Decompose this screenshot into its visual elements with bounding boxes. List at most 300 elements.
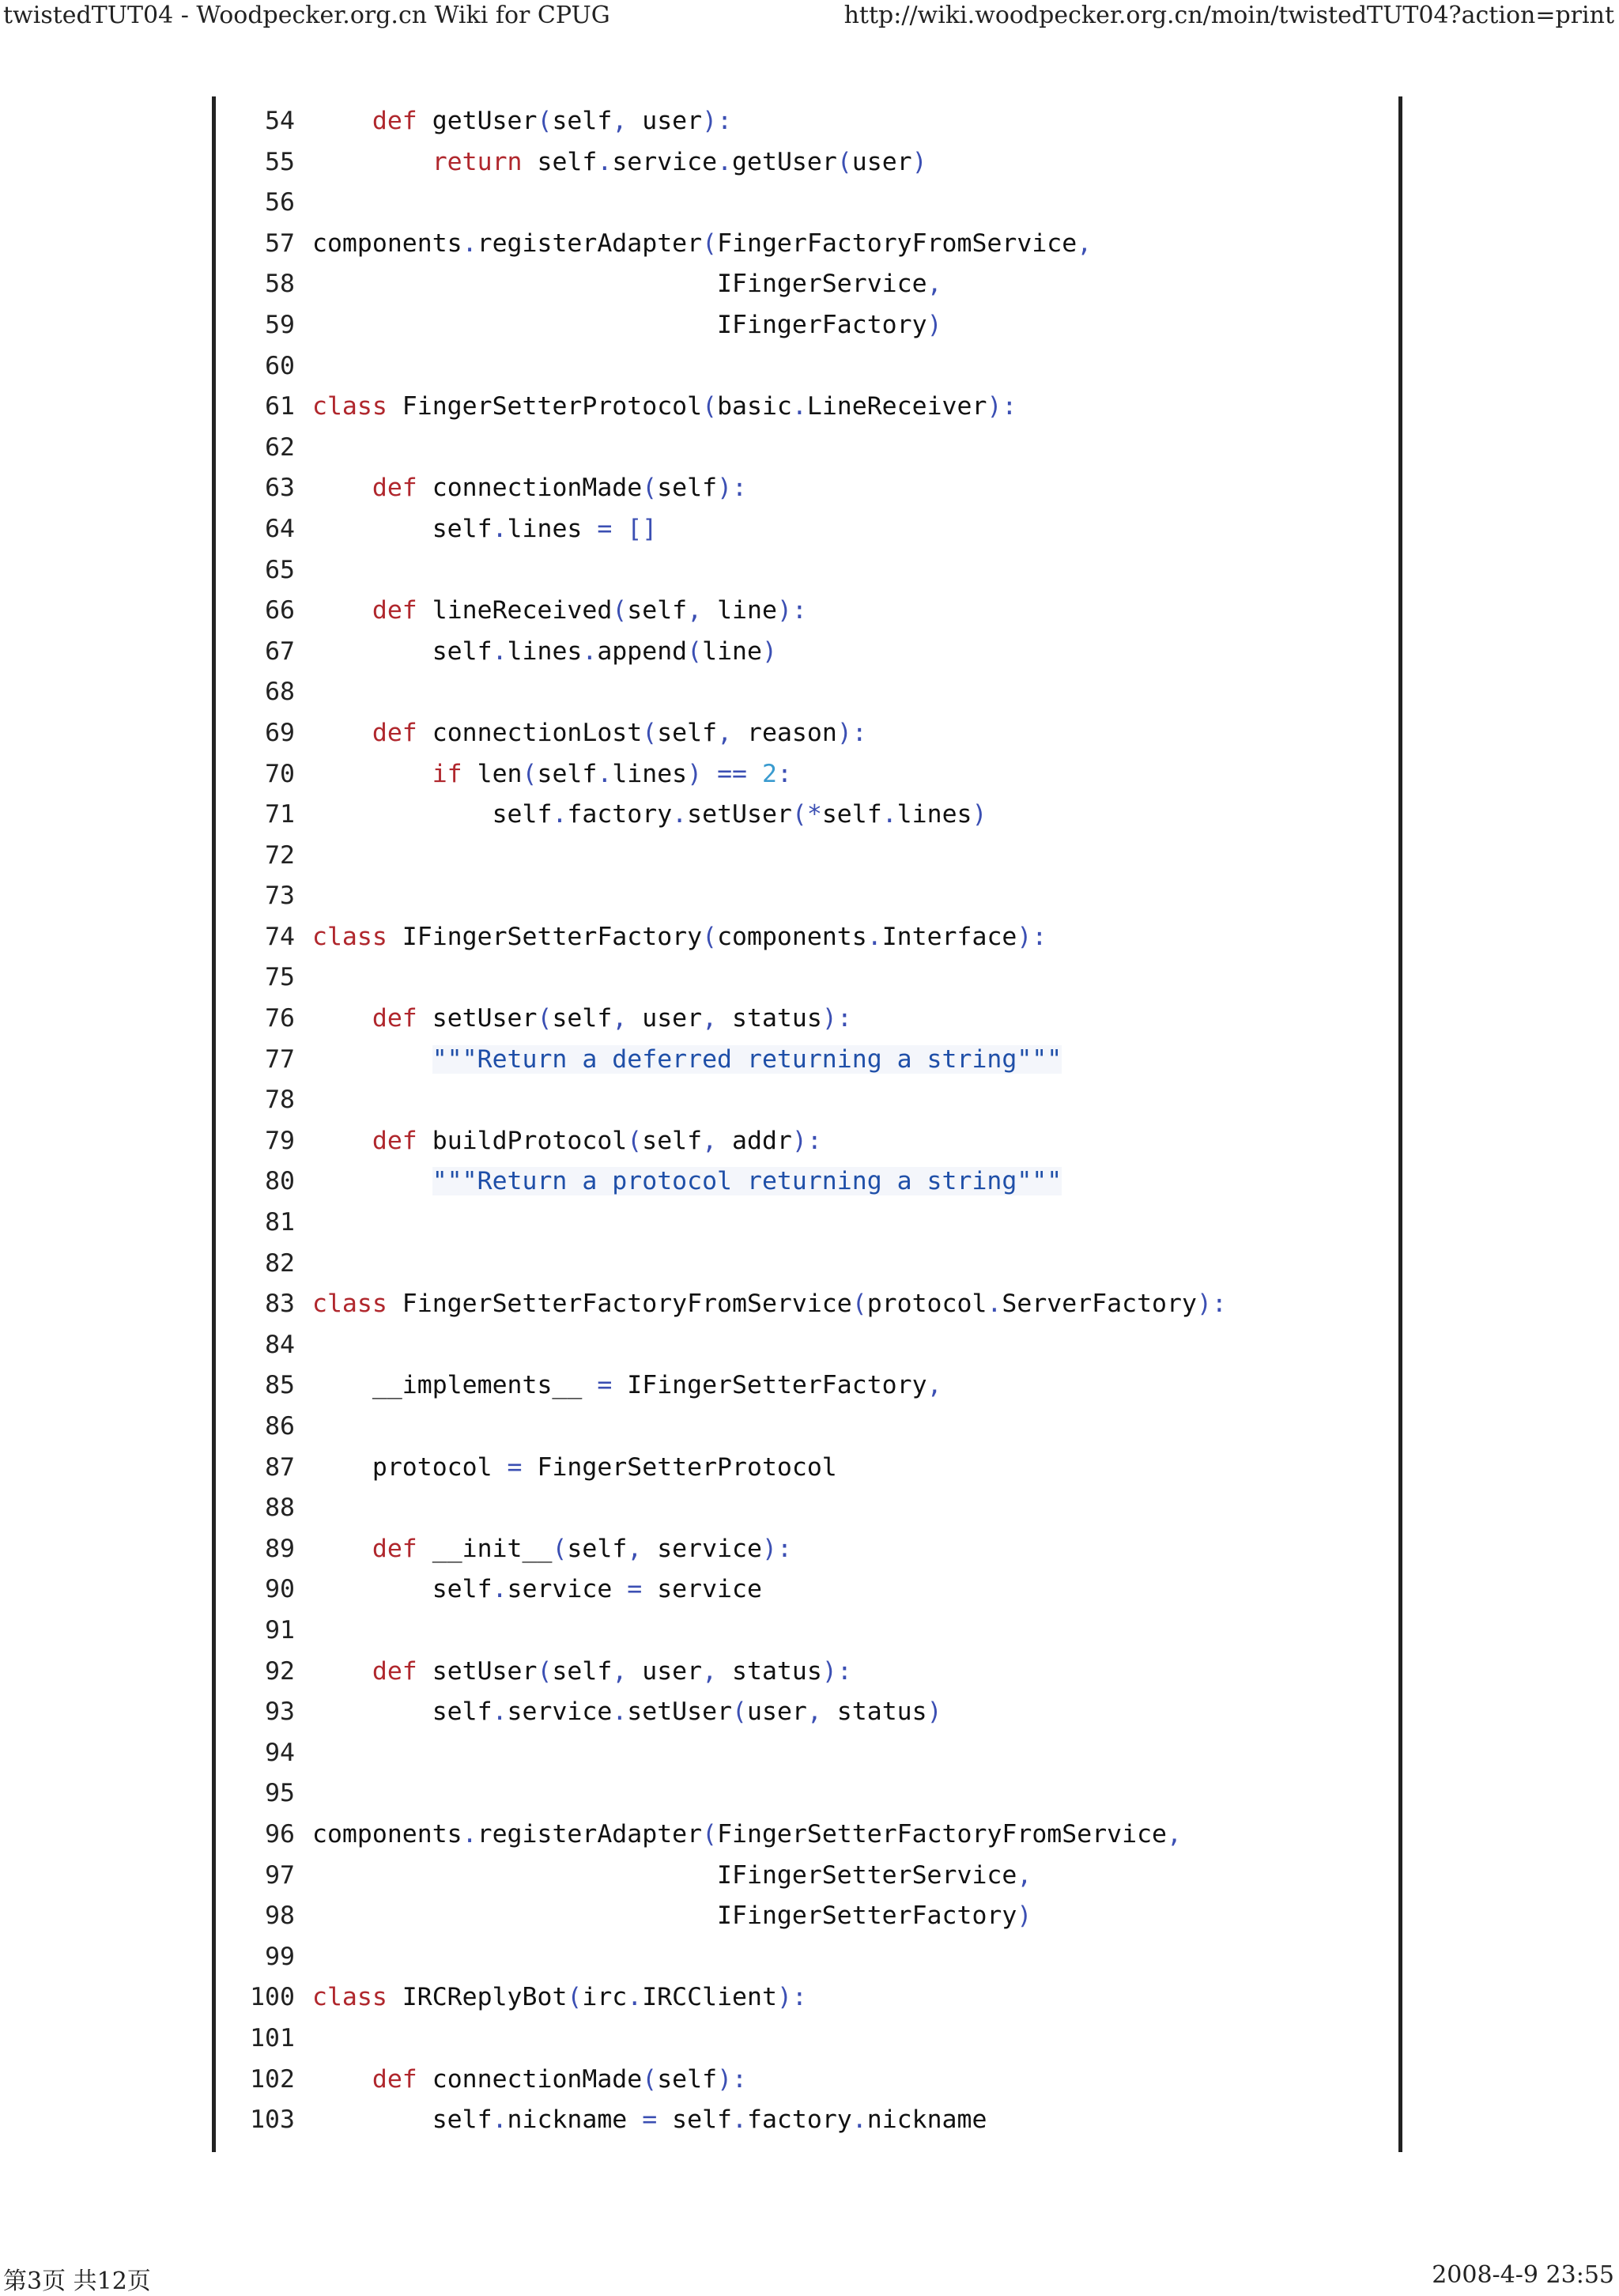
code-token: , bbox=[1077, 228, 1093, 258]
line-number: 76 bbox=[265, 1004, 295, 1033]
line-number: 91 bbox=[265, 1615, 295, 1645]
code-text bbox=[312, 795, 987, 836]
line-number: 95 bbox=[265, 1779, 295, 1808]
code-text bbox=[312, 1529, 792, 1570]
code-token bbox=[312, 1535, 372, 1563]
code-line bbox=[216, 1161, 1398, 1203]
code-line bbox=[216, 1692, 1398, 1733]
code-token: def bbox=[372, 1004, 417, 1033]
line-number: 80 bbox=[265, 1167, 295, 1196]
code-token: ServerFactory bbox=[1002, 1290, 1197, 1319]
code-token: protocol bbox=[866, 1290, 987, 1319]
code-token: def bbox=[372, 1656, 417, 1686]
code-token bbox=[312, 107, 372, 135]
line-number: 56 bbox=[265, 188, 295, 217]
page-url: http://wiki.woodpecker.org.cn/moin/twistedTUT04?action=print bbox=[843, 2, 1614, 29]
code-token: connectionMade bbox=[417, 2064, 643, 2094]
code-token: FingerSetterProtocol bbox=[387, 392, 703, 421]
code-line bbox=[216, 101, 1398, 142]
line-number: 85 bbox=[265, 1371, 295, 1400]
code-line bbox=[216, 142, 1398, 183]
code-token: status bbox=[717, 1656, 822, 1686]
code-lines bbox=[216, 101, 1398, 2141]
code-text bbox=[312, 2100, 987, 2141]
code-text bbox=[312, 509, 657, 550]
code-token bbox=[747, 760, 762, 788]
code-token: len bbox=[462, 759, 523, 788]
code-token bbox=[312, 474, 372, 502]
print-header bbox=[0, 0, 1619, 35]
code-token: class bbox=[312, 922, 387, 951]
code-token: """Return a protocol returning a string""" bbox=[432, 1167, 1062, 1196]
code-token: ( bbox=[702, 392, 718, 421]
code-token: ) bbox=[987, 392, 1002, 421]
code-token: ) bbox=[836, 718, 852, 747]
code-line bbox=[216, 876, 1398, 917]
code-token: . bbox=[851, 2105, 867, 2135]
code-token: . bbox=[987, 1290, 1002, 1319]
code-text bbox=[312, 1856, 1032, 1897]
code-text bbox=[312, 1652, 852, 1693]
code-token: ( bbox=[851, 1290, 867, 1319]
code-line bbox=[216, 346, 1398, 387]
line-number: 75 bbox=[265, 963, 295, 992]
code-token: self bbox=[312, 636, 492, 666]
code-token: IFingerSetterFactory bbox=[612, 1371, 927, 1400]
line-number: 90 bbox=[265, 1575, 295, 1604]
code-line bbox=[216, 1121, 1398, 1162]
line-number: 71 bbox=[265, 800, 295, 829]
code-line bbox=[216, 957, 1398, 999]
line-number: 79 bbox=[265, 1126, 295, 1155]
code-token: . bbox=[597, 147, 613, 176]
code-token: , bbox=[702, 1126, 718, 1155]
code-token: setUser bbox=[417, 1004, 538, 1033]
code-token: : bbox=[791, 1983, 807, 2012]
code-token: , bbox=[1017, 1860, 1032, 1890]
code-text bbox=[312, 1896, 1032, 1937]
code-token: self bbox=[312, 1575, 492, 1604]
code-text bbox=[312, 1284, 1227, 1325]
code-line bbox=[216, 264, 1398, 305]
code-token: : bbox=[776, 1534, 792, 1563]
code-token: FingerSetterFactoryFromService bbox=[387, 1290, 852, 1319]
code-token: ) bbox=[926, 1697, 942, 1727]
code-token: . bbox=[492, 636, 508, 666]
code-token: registerAdapter bbox=[477, 1819, 703, 1849]
code-token: : bbox=[851, 718, 867, 747]
code-token: ( bbox=[687, 636, 703, 666]
code-token: status bbox=[717, 1004, 822, 1033]
code-line bbox=[216, 1488, 1398, 1529]
code-token: . bbox=[492, 1575, 508, 1604]
code-text bbox=[312, 632, 777, 673]
code-token bbox=[312, 760, 432, 788]
code-token: ) bbox=[821, 1004, 837, 1033]
code-line bbox=[216, 1569, 1398, 1611]
line-number: 63 bbox=[265, 474, 295, 503]
code-token: [] bbox=[627, 514, 658, 543]
code-token: def bbox=[372, 2064, 417, 2094]
code-token: : bbox=[836, 1656, 852, 1686]
code-token: self bbox=[657, 2105, 733, 2135]
code-line bbox=[216, 468, 1398, 509]
line-number: 69 bbox=[265, 718, 295, 747]
code-token: service bbox=[642, 1575, 762, 1604]
code-token: ) bbox=[776, 596, 792, 625]
code-token: service bbox=[642, 1534, 762, 1563]
code-line bbox=[216, 224, 1398, 265]
code-text bbox=[312, 917, 1047, 958]
code-token: class bbox=[312, 1983, 387, 2012]
code-token: ) bbox=[1196, 1290, 1212, 1319]
code-token: : bbox=[836, 1004, 852, 1033]
code-token: : bbox=[776, 759, 792, 788]
code-token bbox=[312, 2065, 372, 2094]
code-token: line bbox=[702, 636, 762, 666]
line-number: 100 bbox=[250, 1983, 295, 2012]
code-token: Interface bbox=[881, 922, 1017, 951]
code-token: self bbox=[642, 1126, 703, 1155]
line-number: 86 bbox=[265, 1412, 295, 1441]
code-token: ) bbox=[926, 310, 942, 339]
code-token: = bbox=[642, 2105, 658, 2135]
code-token: 2 bbox=[761, 759, 777, 788]
code-line bbox=[216, 1448, 1398, 1489]
code-token: ) bbox=[776, 1983, 792, 2012]
code-line bbox=[216, 2060, 1398, 2101]
code-token: self bbox=[552, 1656, 613, 1686]
code-line bbox=[216, 1733, 1398, 1774]
code-token: , bbox=[926, 270, 942, 299]
code-token: self bbox=[312, 2105, 492, 2135]
code-token bbox=[312, 1045, 432, 1074]
code-token: buildProtocol bbox=[417, 1126, 628, 1155]
code-line bbox=[216, 1080, 1398, 1121]
code-token: ) bbox=[821, 1656, 837, 1686]
code-token: FingerSetterFactoryFromService bbox=[717, 1819, 1168, 1849]
code-token: ( bbox=[836, 147, 852, 176]
code-line bbox=[216, 1365, 1398, 1407]
line-number: 89 bbox=[265, 1534, 295, 1563]
code-token: lines bbox=[507, 636, 583, 666]
line-number: 62 bbox=[265, 432, 295, 462]
code-line bbox=[216, 1611, 1398, 1652]
code-token: . bbox=[627, 1983, 643, 2012]
line-number: 101 bbox=[250, 2023, 295, 2052]
code-line bbox=[216, 1652, 1398, 1693]
code-token: ) bbox=[717, 2064, 733, 2094]
code-token: , bbox=[627, 1534, 643, 1563]
code-token: self bbox=[567, 1534, 628, 1563]
line-number: 54 bbox=[265, 107, 295, 135]
code-token: : bbox=[1002, 392, 1017, 421]
line-number: 102 bbox=[250, 2064, 295, 2094]
code-token: ) bbox=[1017, 1901, 1032, 1931]
code-token: . bbox=[552, 800, 568, 829]
code-token bbox=[312, 1004, 372, 1033]
code-text bbox=[312, 264, 942, 305]
code-token: = bbox=[507, 1452, 523, 1482]
code-token: ) bbox=[1017, 922, 1032, 951]
line-number: 55 bbox=[265, 147, 295, 176]
code-token: , bbox=[926, 1371, 942, 1400]
code-line bbox=[216, 1325, 1398, 1366]
code-token: . bbox=[717, 147, 733, 176]
line-number: 64 bbox=[265, 514, 295, 543]
code-line bbox=[216, 2100, 1398, 2141]
code-token: class bbox=[312, 1290, 387, 1319]
code-line bbox=[216, 917, 1398, 958]
code-token bbox=[312, 596, 372, 625]
code-token: service bbox=[507, 1697, 613, 1727]
code-line bbox=[216, 1856, 1398, 1897]
code-token: basic bbox=[717, 392, 792, 421]
code-line bbox=[216, 305, 1398, 346]
code-token: FingerFactoryFromService bbox=[717, 228, 1077, 258]
code-token: . bbox=[612, 1697, 628, 1727]
code-token: self bbox=[657, 474, 718, 503]
code-token: ( bbox=[732, 1697, 748, 1727]
code-token: return bbox=[432, 147, 523, 176]
page-counter: 第3页 共12页 bbox=[3, 2268, 151, 2295]
code-token: IFingerFactory bbox=[312, 310, 927, 339]
code-line bbox=[216, 713, 1398, 754]
code-token: * bbox=[806, 800, 822, 829]
code-token: == bbox=[717, 759, 748, 788]
code-token: setUser bbox=[417, 1656, 538, 1686]
code-text bbox=[312, 999, 852, 1040]
code-token: self bbox=[821, 800, 882, 829]
code-line bbox=[216, 183, 1398, 224]
code-token: factory bbox=[747, 2105, 852, 2135]
code-token: irc bbox=[582, 1983, 628, 2012]
code-token: , bbox=[717, 718, 733, 747]
line-number: 67 bbox=[265, 636, 295, 666]
code-text bbox=[312, 1569, 762, 1611]
code-token: ( bbox=[702, 228, 718, 258]
line-number: 94 bbox=[265, 1738, 295, 1767]
code-token: components bbox=[312, 1819, 462, 1849]
code-token: self bbox=[312, 514, 492, 543]
code-line bbox=[216, 428, 1398, 469]
code-token: . bbox=[881, 800, 897, 829]
code-text bbox=[312, 224, 1092, 265]
code-block bbox=[212, 96, 1402, 2152]
code-text bbox=[312, 1365, 942, 1407]
code-token: FingerSetterProtocol bbox=[522, 1452, 837, 1482]
code-line bbox=[216, 795, 1398, 836]
code-token: components bbox=[717, 922, 867, 951]
code-token: def bbox=[372, 107, 417, 135]
code-token: . bbox=[597, 759, 613, 788]
code-token: def bbox=[372, 474, 417, 503]
code-text bbox=[312, 1692, 942, 1733]
code-line bbox=[216, 754, 1398, 795]
code-line bbox=[216, 1529, 1398, 1570]
code-token: def bbox=[372, 596, 417, 625]
print-footer bbox=[0, 2260, 1619, 2294]
code-token: , bbox=[702, 1004, 718, 1033]
line-number: 83 bbox=[265, 1290, 295, 1319]
code-token: """Return a deferred returning a string""" bbox=[432, 1044, 1062, 1074]
code-token: = bbox=[627, 1575, 643, 1604]
code-line bbox=[216, 387, 1398, 428]
code-line bbox=[216, 1977, 1398, 2018]
code-token: registerAdapter bbox=[477, 228, 703, 258]
code-token: reason bbox=[732, 718, 837, 747]
code-token: . bbox=[492, 514, 508, 543]
code-token: ) bbox=[702, 107, 718, 135]
code-token: , bbox=[702, 1656, 718, 1686]
code-text bbox=[312, 1040, 1062, 1081]
code-token: self bbox=[627, 596, 688, 625]
code-token: IFingerSetterService bbox=[312, 1860, 1017, 1890]
code-token: = bbox=[597, 1371, 613, 1400]
line-number: 68 bbox=[265, 678, 295, 707]
code-token: class bbox=[312, 392, 387, 421]
code-token: self bbox=[552, 107, 613, 135]
code-token: , bbox=[612, 107, 628, 135]
line-number: 77 bbox=[265, 1044, 295, 1074]
line-number: 97 bbox=[265, 1860, 295, 1890]
code-text bbox=[312, 2060, 747, 2101]
code-token: ) bbox=[687, 759, 703, 788]
code-text bbox=[312, 713, 867, 754]
code-token: ) bbox=[791, 1126, 807, 1155]
line-number: 60 bbox=[265, 351, 295, 380]
code-token bbox=[312, 719, 372, 747]
code-token: def bbox=[372, 1534, 417, 1563]
line-number: 73 bbox=[265, 882, 295, 911]
code-token bbox=[612, 515, 627, 543]
code-token: def bbox=[372, 1126, 417, 1155]
code-line bbox=[216, 1203, 1398, 1244]
code-text bbox=[312, 468, 747, 509]
line-number: 92 bbox=[265, 1656, 295, 1686]
code-token: = bbox=[597, 514, 613, 543]
code-token: ) bbox=[911, 147, 927, 176]
code-line bbox=[216, 2018, 1398, 2060]
line-number: 84 bbox=[265, 1330, 295, 1359]
page-title: twistedTUT04 - Woodpecker.org.cn Wiki for CPUG bbox=[3, 2, 610, 29]
code-token: setUser bbox=[627, 1697, 733, 1727]
code-token: , bbox=[612, 1656, 628, 1686]
line-number: 88 bbox=[265, 1494, 295, 1523]
code-token: getUser bbox=[732, 147, 837, 176]
code-token: self bbox=[522, 147, 598, 176]
code-token: ( bbox=[791, 800, 807, 829]
code-line bbox=[216, 1773, 1398, 1815]
line-number: 61 bbox=[265, 392, 295, 421]
code-token: . bbox=[582, 636, 598, 666]
line-number: 58 bbox=[265, 270, 295, 299]
code-token: , bbox=[806, 1697, 822, 1727]
code-line bbox=[216, 1284, 1398, 1325]
code-token: def bbox=[372, 718, 417, 747]
code-token: ( bbox=[537, 1656, 553, 1686]
code-token: . bbox=[791, 392, 807, 421]
line-number: 81 bbox=[265, 1208, 295, 1237]
code-token: append bbox=[597, 636, 688, 666]
code-token: LineReceiver bbox=[806, 392, 987, 421]
code-token: self bbox=[657, 718, 718, 747]
code-token: line bbox=[702, 596, 777, 625]
line-number: 66 bbox=[265, 596, 295, 625]
line-number: 72 bbox=[265, 840, 295, 870]
code-token: . bbox=[672, 800, 688, 829]
code-token: ( bbox=[567, 1983, 583, 2012]
code-token bbox=[312, 1657, 372, 1686]
code-token: connectionLost bbox=[417, 718, 643, 747]
code-text bbox=[312, 101, 732, 142]
code-token: ( bbox=[642, 474, 658, 503]
code-token: ( bbox=[702, 1819, 718, 1849]
code-text bbox=[312, 1161, 1062, 1203]
code-token: ( bbox=[537, 107, 553, 135]
code-token: nickname bbox=[507, 2105, 643, 2135]
line-number: 70 bbox=[265, 759, 295, 788]
line-number: 59 bbox=[265, 310, 295, 339]
code-text bbox=[312, 1448, 837, 1489]
code-token: : bbox=[717, 107, 733, 135]
code-token: : bbox=[1211, 1290, 1227, 1319]
code-token bbox=[312, 1167, 432, 1195]
code-token: . bbox=[492, 2105, 508, 2135]
code-token: user bbox=[747, 1697, 807, 1727]
code-token: getUser bbox=[417, 107, 538, 135]
code-line bbox=[216, 550, 1398, 591]
code-token: ( bbox=[642, 718, 658, 747]
code-token: nickname bbox=[866, 2105, 987, 2135]
code-token: ) bbox=[972, 800, 987, 829]
line-number: 82 bbox=[265, 1248, 295, 1278]
line-number: 74 bbox=[265, 922, 295, 951]
code-token: setUser bbox=[687, 800, 792, 829]
code-token: . bbox=[732, 2105, 747, 2135]
code-line bbox=[216, 1407, 1398, 1448]
code-text bbox=[312, 305, 942, 346]
code-token: ( bbox=[522, 759, 538, 788]
code-token bbox=[312, 148, 432, 176]
line-number: 96 bbox=[265, 1819, 295, 1849]
code-token: ( bbox=[552, 1534, 568, 1563]
line-number: 65 bbox=[265, 555, 295, 584]
code-token: lines bbox=[507, 514, 598, 543]
code-token: : bbox=[806, 1126, 822, 1155]
code-token: . bbox=[866, 922, 882, 951]
code-line bbox=[216, 1244, 1398, 1285]
code-token: . bbox=[462, 1819, 477, 1849]
code-token: service bbox=[507, 1575, 628, 1604]
code-token: ( bbox=[642, 2064, 658, 2094]
code-token: service bbox=[612, 147, 718, 176]
code-line bbox=[216, 999, 1398, 1040]
code-line bbox=[216, 1937, 1398, 1978]
code-line bbox=[216, 1040, 1398, 1081]
code-token: , bbox=[612, 1004, 628, 1033]
code-token: ( bbox=[537, 1004, 553, 1033]
code-token: , bbox=[1167, 1819, 1182, 1849]
code-token: : bbox=[732, 2064, 748, 2094]
line-number: 93 bbox=[265, 1697, 295, 1727]
line-number: 103 bbox=[250, 2105, 295, 2135]
code-token: protocol bbox=[312, 1452, 508, 1482]
code-token: __init__ bbox=[417, 1534, 553, 1563]
code-text bbox=[312, 142, 927, 183]
code-token: ( bbox=[627, 1126, 643, 1155]
code-token: self bbox=[312, 1697, 492, 1727]
